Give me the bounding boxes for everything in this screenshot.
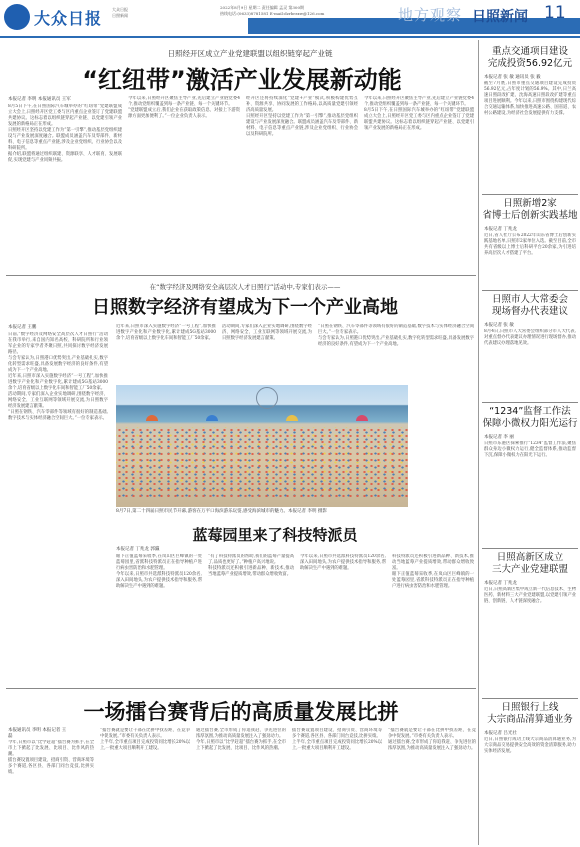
divider <box>482 698 578 699</box>
masthead <box>0 0 580 38</box>
paragraph: 经开区还将持续深化“党建+产业”模式,积极构建优势互补、资源共享、协同发展的工作格局,以高质量党建引领经济高质量发展。 <box>246 96 358 113</box>
sidebar-byline: 本报记者 丁兆龙 <box>484 581 517 586</box>
sidebar-text: 近日,省人社厅公布2022年山东省博士后创新实践基地名单,日照市2家单位入选。截至目前,全市共有省级以上博士后科研平台20余家,为引进培养高层次人才搭建了平台。 <box>484 233 576 256</box>
mid-headline: 日照数字经济有望成为下一个产业高地 <box>92 297 398 318</box>
photo-caption: 8月7日,第二十四届日照市民节开幕,游客在万平口海滨游乐玩耍,感受海滨城市的魅力。本报记者 李明 摄影 <box>116 509 327 514</box>
umbrella-icon <box>356 415 368 421</box>
sidebar-text: 日照市东港区探索推行“1234”监督工作法,聚焦群众身边小微权力运行,健全监督体系,推动监督下沉,保障小微权力在阳光下运行。 <box>484 441 576 458</box>
paragraph: “党建联盟成立后,我们企业在获取政策信息、对接上下游资源方面更加便利了。”一位企业负责人表示。 <box>128 108 240 119</box>
lead-column-2 <box>128 96 240 270</box>
paragraph: 通过擂台赛,全市形成了你追我赶、争先进位的浓厚氛围,为推动高质量发展注入了强劲动力。 <box>196 728 286 739</box>
paragraph: 今年以来,日照市共选派科技特派员120余名,深入田间地头,为农户提供技术指导和服务,帮助解决生产中遇到的难题。 <box>116 572 202 589</box>
paragraph: 据介绍,联盟将通过组织联建、资源联享、人才联育、发展联促,实现党建与产业同频共振。 <box>8 152 122 163</box>
paragraph: 今年以来,日照市共选派科技特派员120余名,深入田间地头,为农户提供技术指导和服务,帮助解决生产中遇到的难题。 <box>300 554 386 571</box>
brand-name: 大众日报 <box>34 9 103 28</box>
divider <box>482 194 578 195</box>
paragraph: 日前,“数字经济及网络安全高层次人才日照行”活动在我市举行,来自国内知名高校、科研院所和行业领军企业的专家学者齐聚日照,共同探讨数字经济发展路径。 <box>8 332 108 355</box>
paragraph: 近年来,日照市深入实施数字经济“一号工程”,加快推进数字产业化和产业数字化,累计建成5G基站3000余个,培育省级以上数字化车间和智能工厂50余家。 <box>116 324 216 341</box>
paragraph: 今年,日照市以“比学赶超”擂台赛为抓手,在全市上下掀起了比发展、比项目、比作风的热潮。 <box>196 740 286 751</box>
sidebar-text: 近日,日照高新区集中成立新一代信息技术、生物医药、新材料三大产业党建联盟,以党建引领产业链、创新链、人才链深度融合。 <box>484 587 576 604</box>
science-column-2 <box>208 554 294 684</box>
umbrella-icon <box>146 415 158 421</box>
sidebar-headline: “1234”监督工作法 保障小微权力阳光运行 <box>482 406 578 429</box>
crowd-pattern <box>116 427 408 497</box>
lead-column-4 <box>364 96 474 270</box>
sidebar-headline: 日照高新区成立 三大产业党建联盟 <box>491 552 568 575</box>
sidebar-text: 8月4日,日照市人大常委会组织部分市人大代表,对重点督办代表建议办理情况进行现场督办,推动代表建议办理落地见效。 <box>484 329 576 346</box>
science-column-4 <box>392 554 474 684</box>
ferris-wheel-icon <box>256 387 278 409</box>
bottom-column-5 <box>388 728 476 844</box>
mid-byline: 本报记者 王鹏 <box>8 325 37 330</box>
page-number: 11 <box>544 3 566 23</box>
sidebar-headline: 日照新增2家 省博士后创新实践基地 <box>482 198 578 221</box>
sidebar-text: 截至7月底,日照市重点交通项目建设完成投资56.92亿元,占年度计划的56.9%。其中,日兰高速日照段改扩建、沈海高速日照段改扩建等重点项目进展顺利。今年以来,日照市围绕构建现代综合交通运输体系,加快推进高速公路、国省道、农村公路建设,为经济社会发展提供有力支撑。 <box>484 81 576 116</box>
paragraph: “日照在钢铁、汽车零部件等领域有很好的制造基础,数字技术与实体经济融合空间巨大。”一位专家表示。 <box>8 410 108 421</box>
sidebar-headline: 日照银行上线 大宗商品清算通业务 <box>487 702 573 725</box>
paragraph: 日照经开区坚持以党建工作为“第一引擎”,推动基层党组织建设与产业发展深度融合。联盟成员涵盖汽车及零部件、新材料、电子信息等重点产业链,涉及企业党组织、行业协会以及科研院所。 <box>8 128 122 151</box>
paragraph: 眼下正值蓝莓采收季,在岚山区巨峰镇的一处蓝莓园里,省派科技特派员正在指导种植户进行病虫害防治和水肥管理。 <box>392 572 474 589</box>
sidebar-byline: 本报记者 张 敏 通讯员 张 毅 <box>484 75 541 80</box>
paragraph: 今年以来,日照经开区聚焦主导产业,先后建立产业链党委4个,推动党组织覆盖到每一条产业链、每一个关键环节。 <box>364 96 474 107</box>
sidebar-headline: 重点交通项目建设 完成投资56.92亿元 <box>487 46 573 69</box>
bottom-column-4 <box>292 728 382 844</box>
lead-headline: “红纽带”激活产业发展新动能 <box>82 66 402 94</box>
paragraph: 眼下正值蓝莓采收季,在岚山区巨峰镇的一处蓝莓园里,省派科技特派员正在指导种植户进行病虫害防治和水肥管理。 <box>116 554 202 571</box>
paragraph: 日照经开区坚持以党建工作为“第一引擎”,推动基层党组织建设与产业发展深度融合。联盟成员涵盖汽车及零部件、新材料、电子信息等重点产业链,涉及企业党组织、行业协会以及科研院所。 <box>246 114 358 137</box>
divider <box>482 402 578 403</box>
bottom-column-1 <box>8 740 94 844</box>
paragraph: “擂台赛就是要让干部在比拼中找差距、在竞争中促发展。”市委有关负责人表示。 <box>100 728 190 739</box>
bottom-column-3 <box>196 728 286 844</box>
paragraph: “日照在钢铁、汽车零部件等领域有很好的制造基础,数字技术与实体经济融合空间巨大。”一位专家表示。 <box>318 324 474 335</box>
umbrella-icon <box>206 415 218 421</box>
paragraph: 活动期间,专家们深入企业实地调研,围绕数字经济、网络安全、工业互联网等领域开展交流,为日照数字经济发展建言献策。 <box>8 392 108 409</box>
bottom-column-2 <box>100 728 190 844</box>
paragraph: 活动期间,专家们深入企业实地调研,围绕数字经济、网络安全、工业互联网等领域开展交流,为日照数字经济发展建言献策。 <box>222 324 312 341</box>
mid-column-3 <box>222 324 312 382</box>
paragraph: “有了科技特派员的帮助,我们的蓝莓产量提高了,品质也更好了。”种植户高兴地说。 <box>208 554 294 565</box>
lead-column-1 <box>8 104 122 270</box>
divider <box>6 275 476 276</box>
sidebar-divider <box>478 40 479 845</box>
slogan: 大众日报 日照新闻 <box>112 7 128 18</box>
paragraph: 与会专家认为,日照港口优势突出,产业基础扎实,数字化转型需求旺盛,具备发展数字经济的良好条件,有望成为下一个产业高地。 <box>318 336 474 347</box>
sidebar-byline: 本报记者 丁兆龙 <box>484 227 517 232</box>
mid-column-1 <box>8 332 108 602</box>
sidebar-byline: 本报记者 李 丽 <box>484 435 514 440</box>
science-column-1 <box>116 554 202 684</box>
science-headline: 蓝莓园里来了科技特派员 <box>192 526 358 544</box>
paragraph: 科技特派员还积极引进新品种、新技术,推动当地蓝莓产业提质增效,带动群众增收致富。 <box>392 554 474 571</box>
paragraph: 今年,日照市以“比学赶超”擂台赛为抓手,在全市上下掀起了比发展、比项目、比作风的热潮。 <box>8 740 94 757</box>
paragraph: 擂台赛设置项目建设、招商引资、营商环境等多个赛道,各区县、各部门同台竞技,比拼实绩。 <box>292 728 382 739</box>
paper-name: 日照新闻 <box>472 9 528 25</box>
section-name: 地方观察 <box>398 6 463 24</box>
bottom-headline: 一场擂台赛背后的高质量发展比拼 <box>83 700 399 724</box>
mid-column-4 <box>318 324 474 382</box>
sidebar-byline: 本报记者 张 敏 <box>484 323 514 328</box>
sidebar-text: 近日,日照银行成功上线大宗商品清算通业务,为大宗商品交易提供安全高效的资金清算服务,助力实体经济发展。 <box>484 737 576 754</box>
mid-column-2 <box>116 324 216 382</box>
beach-photo <box>116 385 408 507</box>
science-column-3 <box>300 554 386 684</box>
sidebar-byline: 本报记者 吕光社 <box>484 731 517 736</box>
paragraph: 上半年,全市重点项目完成投资同比增长20%以上,一批重大项目顺利开工建设。 <box>100 740 190 751</box>
sidebar-headline: 日照市人大常委会 现场督办代表建议 <box>491 294 568 317</box>
paragraph: “擂台赛就是要让干部在比拼中找差距、在竞争中促发展。”市委有关负责人表示。 <box>388 728 476 739</box>
divider <box>6 688 476 689</box>
paragraph: 8月5日下午,在日照国际汽车城举办的“红纽带”党建联盟成立大会上,日照经开区党工委与区内重点企业签订了党建联盟共建协议。这标志着以组织链穿起产业链、以党建引领产业发展的新格局正在形成。 <box>364 108 474 131</box>
contact-line: 热线电话:(0633)8781581 E-mail:dzrbrzxw@126.com <box>220 11 325 16</box>
paragraph: 8月5日下午,在日照国际汽车城举办的“红纽带”党建联盟成立大会上,日照经开区党工委与区内重点企业签订了党建联盟共建协议。这标志着以组织链穿起产业链、以党建引领产业发展的新格局正在形成。 <box>8 104 122 127</box>
lead-column-3 <box>246 96 358 270</box>
lead-byline: 本报记者 李明 本报通讯员 王军 <box>8 97 71 102</box>
paragraph: 科技特派员还积极引进新品种、新技术,推动当地蓝莓产业提质增效,带动群众增收致富。 <box>208 566 294 577</box>
divider <box>482 290 578 291</box>
paragraph: 与会专家认为,日照港口优势突出,产业基础扎实,数字化转型需求旺盛,具备发展数字经济的良好条件,有望成为下一个产业高地。 <box>8 356 108 373</box>
paragraph: 今年以来,日照经开区聚焦主导产业,先后建立产业链党委4个,推动党组织覆盖到每一条产业链、每一个关键环节。 <box>128 96 240 107</box>
divider <box>482 548 578 549</box>
mid-kicker: 在“数字经济及网络安全高层次人才日照行”活动中,专家们表示—— <box>149 283 341 291</box>
newspaper-logo-icon <box>4 4 30 30</box>
umbrella-icon <box>286 415 298 421</box>
science-byline: 本报记者 丁兆龙 郭瀛 <box>116 547 160 552</box>
lead-kicker: 日照经开区成立产业党建联盟以组织链穿起产业链 <box>167 49 333 58</box>
paragraph: 通过擂台赛,全市形成了你追我赶、争先进位的浓厚氛围,为推动高质量发展注入了强劲动力。 <box>388 740 476 751</box>
paragraph: 擂台赛设置项目建设、招商引资、营商环境等多个赛道,各区县、各部门同台竞技,比拼实绩。 <box>8 758 94 775</box>
bottom-byline: 本报通讯员 李明 本报记者 王磊 <box>8 728 67 739</box>
date-line: 2022年8月9日 星期二 责任编辑 孟灵 第300期 <box>220 5 304 10</box>
paragraph: 上半年,全市重点项目完成投资同比增长20%以上,一批重大项目顺利开工建设。 <box>292 740 382 751</box>
paragraph: 近年来,日照市深入实施数字经济“一号工程”,加快推进数字产业化和产业数字化,累计建成5G基站3000余个,培育省级以上数字化车间和智能工厂50余家。 <box>8 374 108 391</box>
